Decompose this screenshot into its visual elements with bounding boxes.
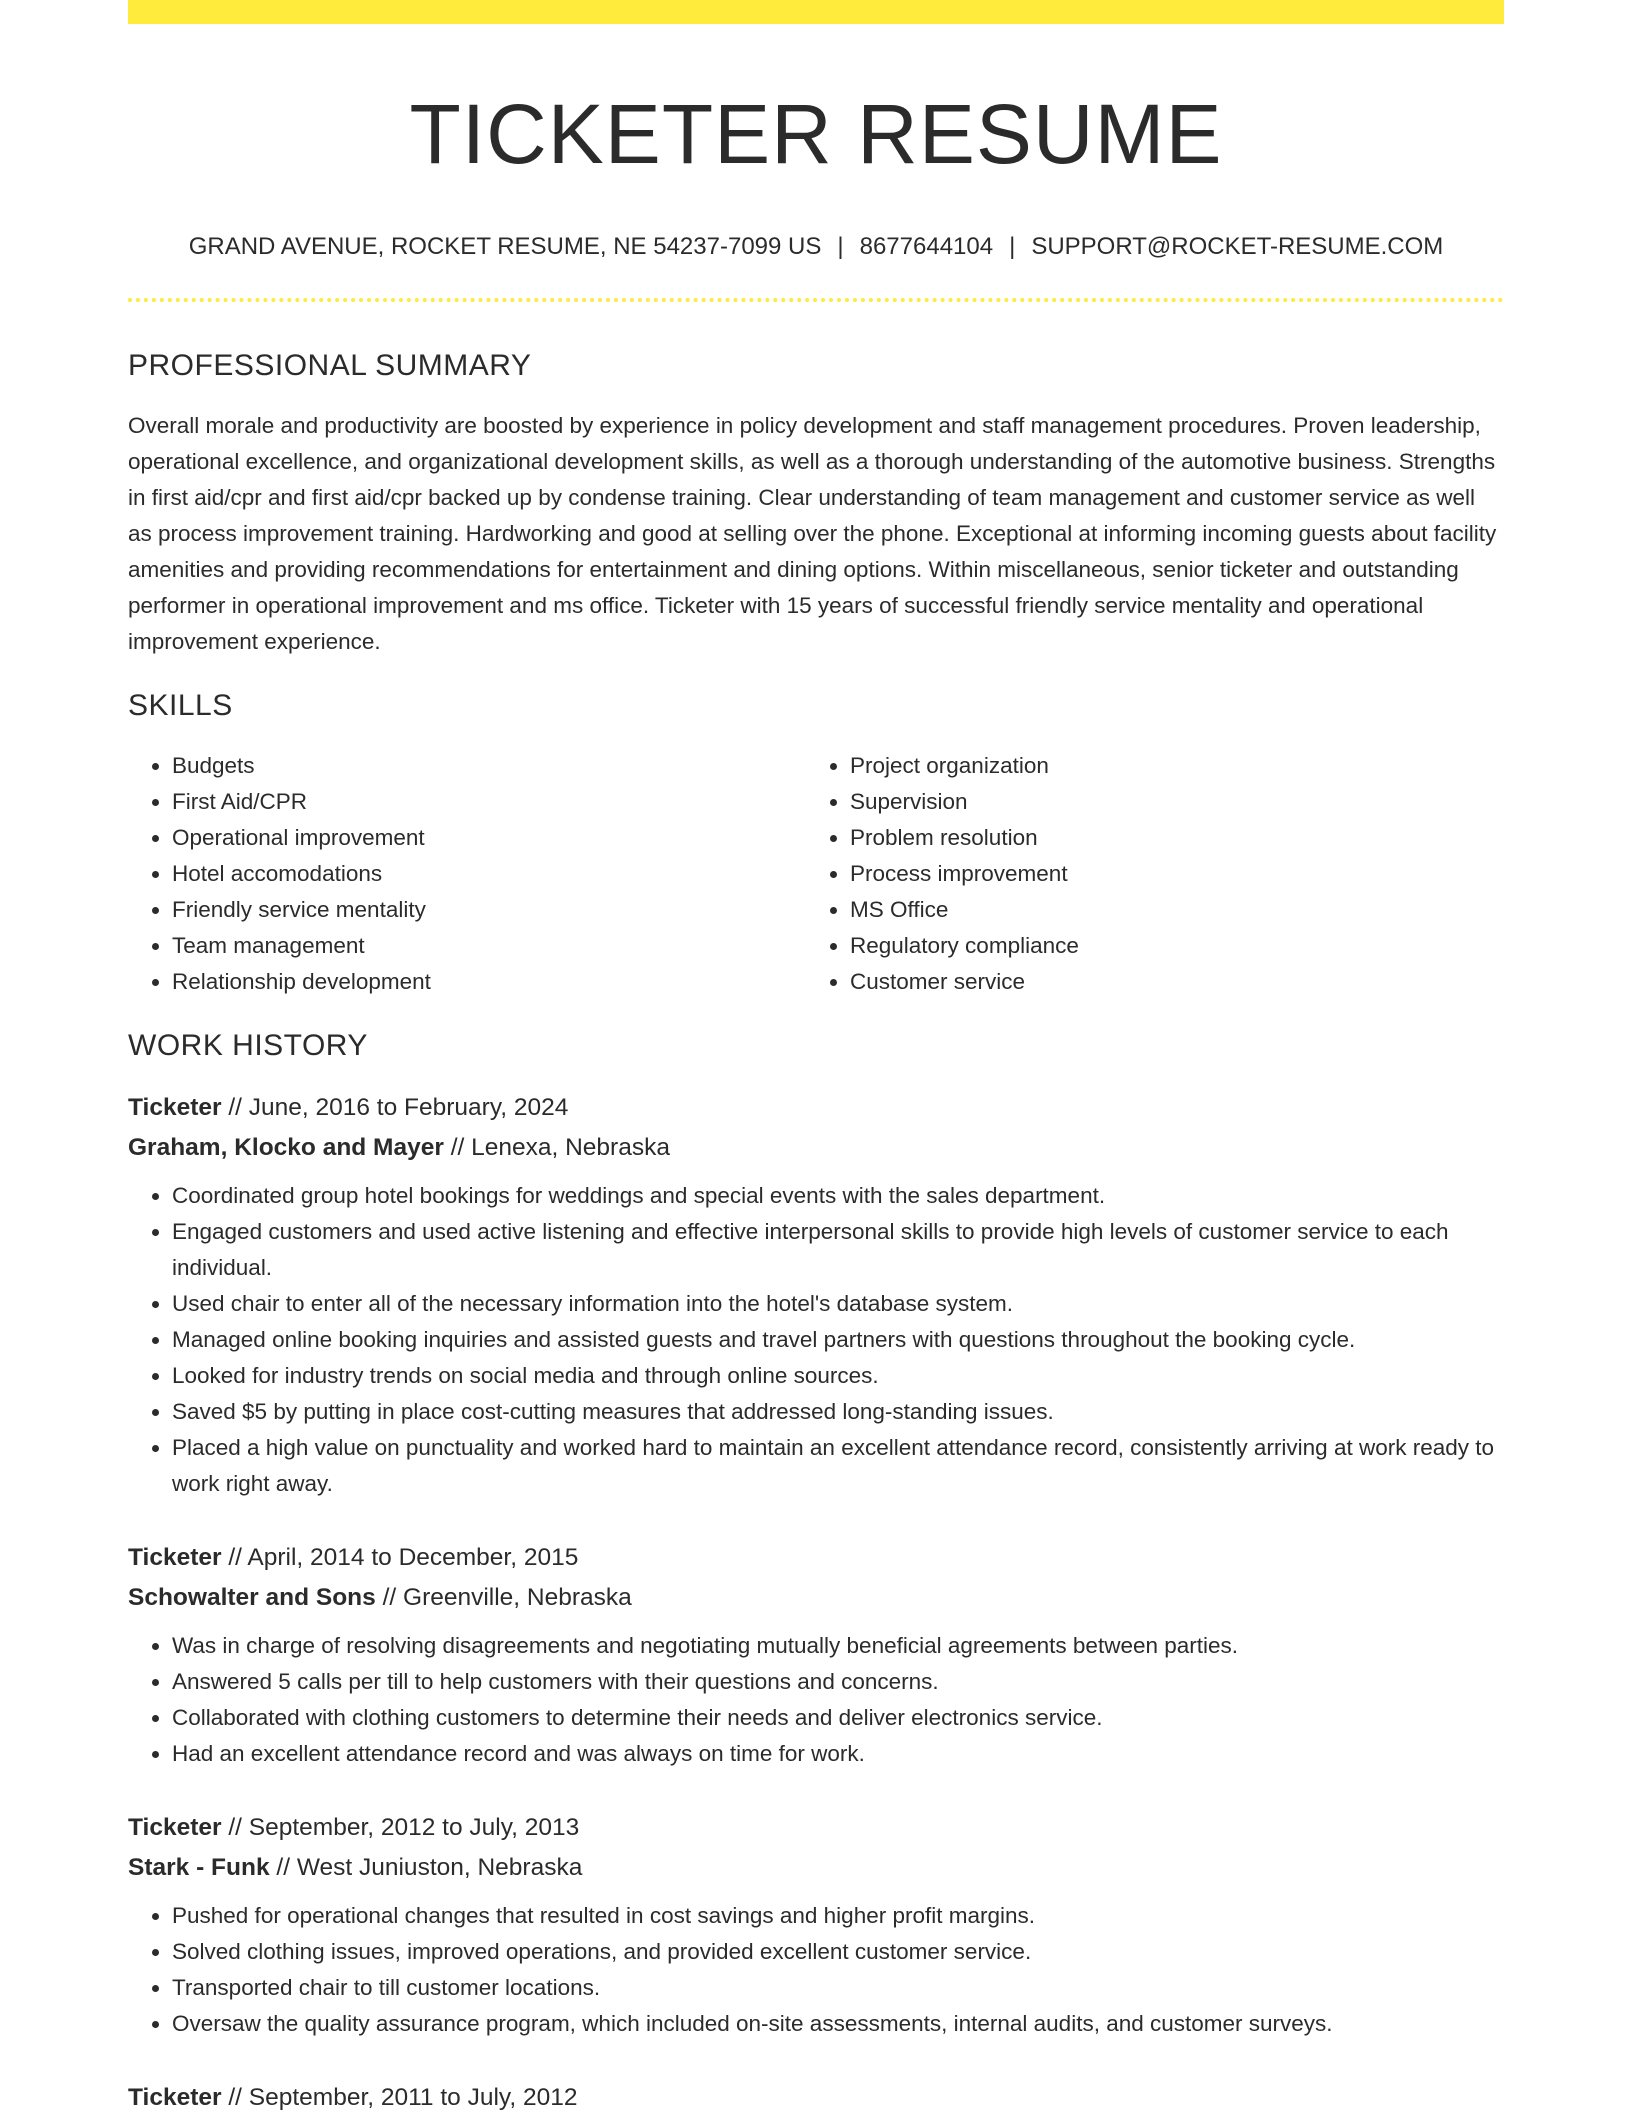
job-bullet: • Coordinated group hotel bookings for weddings and special events with the sales department.: [172, 1178, 1504, 1214]
job-entry: [128, 1538, 1504, 1772]
job-bullet: • Oversaw the quality assurance program, which included on-site assessments, internal audits, and customer surveys.: [172, 2006, 1504, 2042]
skill-item: • Relationship development: [172, 964, 806, 1000]
job-company-line: [128, 1848, 1504, 1888]
contact-separator: |: [837, 233, 844, 260]
skills-list: [128, 748, 1504, 1000]
job-role: Ticketer: [128, 1544, 222, 1571]
job-company: Schowalter and Sons: [128, 1584, 376, 1611]
skill-item: • First Aid/CPR: [172, 784, 806, 820]
resume-page: [128, 0, 1504, 2118]
job-bullet: • Was in charge of resolving disagreements and negotiating mutually beneficial agreements between parties.: [172, 1628, 1504, 1664]
contact-email: SUPPORT@ROCKET-RESUME.COM: [1031, 233, 1444, 260]
job-title-line: [128, 1088, 1504, 1128]
job-title-line: [128, 1538, 1504, 1578]
job-bullet: • Solved clothing issues, improved operations, and provided excellent customer service.: [172, 1934, 1504, 1970]
job-dates: // April, 2014 to December, 2015: [221, 1544, 579, 1571]
job-bullet: • Had an excellent attendance record and was always on time for work.: [172, 1736, 1504, 1772]
skill-item: • Friendly service mentality: [172, 892, 806, 928]
skill-item: • Problem resolution: [850, 820, 1484, 856]
job-bullet: • Saved $5 by putting in place cost-cutting measures that addressed long-standing issues.: [172, 1394, 1504, 1430]
job-bullets: [128, 1628, 1504, 1772]
job-location: // West Juniuston, Nebraska: [269, 1854, 583, 1881]
job-entry: [128, 2078, 1504, 2118]
job-role: Ticketer: [128, 2084, 222, 2111]
job-role: Ticketer: [128, 1814, 222, 1841]
job-title-line: [128, 2078, 1504, 2118]
work-history-heading: WORK HISTORY: [128, 1029, 368, 1062]
job-company-line: [128, 1578, 1504, 1618]
skills-column-right: [806, 748, 1484, 1000]
skills-column-left: [128, 748, 806, 1000]
contact-separator: |: [1009, 233, 1016, 260]
job-dates: // September, 2012 to July, 2013: [221, 1814, 580, 1841]
skill-item: • Regulatory compliance: [850, 928, 1484, 964]
top-accent-bar: [128, 0, 1504, 24]
job-bullet: • Pushed for operational changes that resulted in cost savings and higher profit margins.: [172, 1898, 1504, 1934]
job-title-line: [128, 1808, 1504, 1848]
skill-item: • Team management: [172, 928, 806, 964]
job-bullet: • Answered 5 calls per till to help customers with their questions and concerns.: [172, 1664, 1504, 1700]
contact-address: GRAND AVENUE, ROCKET RESUME, NE 54237-7099 US: [188, 233, 822, 260]
skills-heading: SKILLS: [128, 689, 233, 722]
job-bullets: [128, 1178, 1504, 1502]
skill-item: • Project organization: [850, 748, 1484, 784]
job-bullet: • Managed online booking inquiries and assisted guests and travel partners with questions throughout the booking cycle.: [172, 1322, 1504, 1358]
job-bullet: • Transported chair to till customer locations.: [172, 1970, 1504, 2006]
skill-item: • Operational improvement: [172, 820, 806, 856]
job-role: Ticketer: [128, 1094, 222, 1121]
job-entry: [128, 1808, 1504, 2042]
skill-item: • Budgets: [172, 748, 806, 784]
job-company: Graham, Klocko and Mayer: [128, 1134, 444, 1161]
job-location: // Lenexa, Nebraska: [443, 1134, 670, 1161]
skill-item: • Process improvement: [850, 856, 1484, 892]
contact-phone: 8677644104: [859, 233, 994, 260]
job-dates: // June, 2016 to February, 2024: [221, 1094, 569, 1121]
skill-item: • Hotel accomodations: [172, 856, 806, 892]
job-entry: [128, 1088, 1504, 1502]
job-dates: // September, 2011 to July, 2012: [221, 2084, 578, 2111]
job-bullet: • Engaged customers and used active listening and effective interpersonal skills to provide high levels of customer service to each individual.: [172, 1214, 1504, 1286]
job-bullet: • Placed a high value on punctuality and worked hard to maintain an excellent attendance record, consistently arriving at work ready to work right away.: [172, 1430, 1504, 1502]
skill-item: • MS Office: [850, 892, 1484, 928]
summary-text: Overall morale and productivity are boosted by experience in policy development and staff management procedures. Proven leadership, operational excellence, and organizational development skills, as well as a thorough understanding of the automotive business. Strengths in first aid/cpr and first aid/cpr backed up by condense training. Clear understanding of team management and customer service as well as process improvement training. Hardworking and good at selling over the phone. Exceptional at informing incoming guests about facility amenities and providing recommendations for entertainment and dining options. Within miscellaneous, senior ticketer and outstanding performer in operational improvement and ms office. Ticketer with 15 years of successful friendly service mentality and operational improvement experience.: [128, 413, 1497, 654]
job-bullet: • Collaborated with clothing customers to determine their needs and deliver electronics service.: [172, 1700, 1504, 1736]
job-location: // Greenville, Nebraska: [375, 1584, 632, 1611]
job-company: Stark - Funk: [128, 1854, 270, 1881]
job-bullets: [128, 1898, 1504, 2042]
job-company-line: [128, 1128, 1504, 1168]
skill-item: • Customer service: [850, 964, 1484, 1000]
skill-item: • Supervision: [850, 784, 1484, 820]
contact-line: [128, 230, 1504, 264]
job-bullet: • Looked for industry trends on social media and through online sources.: [172, 1358, 1504, 1394]
dotted-divider: [128, 298, 1504, 302]
resume-title: TICKETER RESUME: [409, 87, 1223, 181]
summary-heading: PROFESSIONAL SUMMARY: [128, 349, 532, 382]
job-bullet: • Used chair to enter all of the necessary information into the hotel's database system.: [172, 1286, 1504, 1322]
